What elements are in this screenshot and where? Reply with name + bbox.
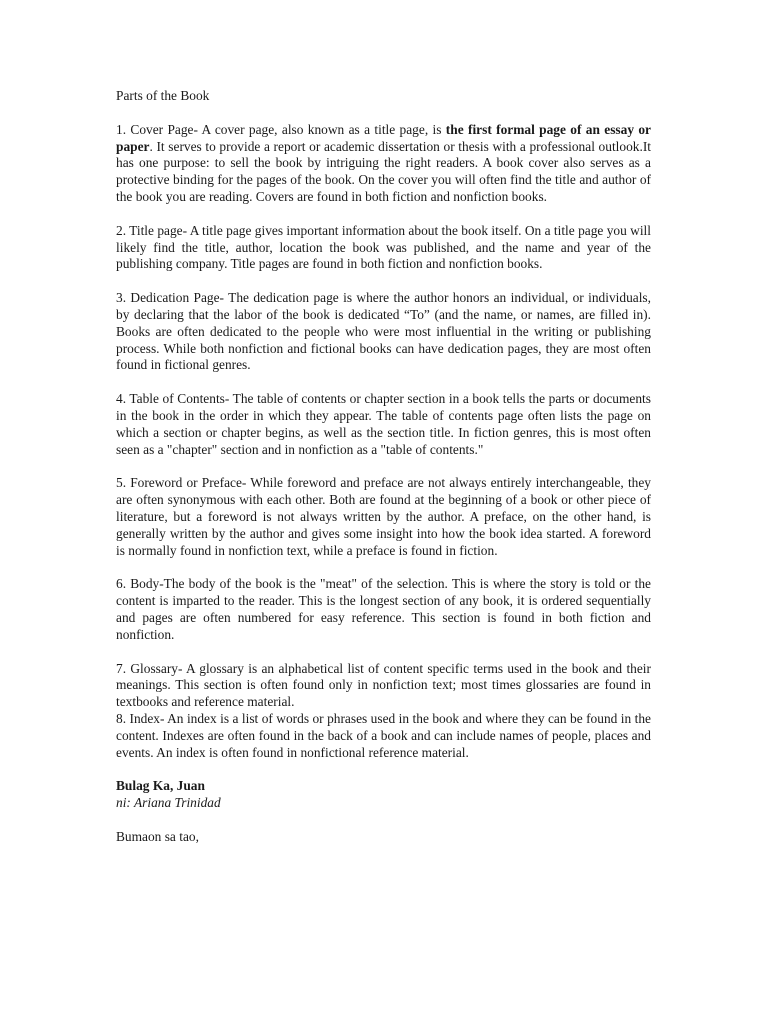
- document-title: Parts of the Book: [116, 88, 210, 103]
- item-cover-page-text-start: 1. Cover Page- A cover page, also known as a title page, is: [116, 121, 446, 137]
- poem-title: Bulag Ka, Juan: [116, 778, 205, 794]
- poem-first-line: Bumaon sa tao,: [116, 828, 199, 844]
- item-cover-page: [116, 122, 651, 206]
- item-glossary: 7. Glossary- A glossary is an alphabetical list of content specific terms used in the book and their meanings. This section is often found only in nonfiction text; most times glossaries are found in textbooks and reference material.: [116, 660, 651, 710]
- poem-author: ni: Ariana Trinidad: [116, 795, 221, 811]
- item-dedication-page: 3. Dedication Page- The dedication page is where the author honors an individual, or individuals, by declaring that the labor of the book is dedicated “To” (and the name, or names, are filled in). Books are often dedicated to the people who were most influential in the writing or publishing process. While both nonfiction and fictional books can have dedication pages, they are most often found in fictional genres.: [116, 290, 651, 373]
- item-body: 6. Body-The body of the book is the "meat" of the selection. This is where the story is told or the content is imparted to the reader. This is the longest section of any book, it is ordered sequentially and pages are often numbered for easy reference. This section is found in both fiction and nonfiction.: [116, 576, 651, 642]
- item-index: 8. Index- An index is a list of words or phrases used in the book and where they can be found in the content. Indexes are often found in the back of a book and can include names of people, places and events. An index is often found in nonfictional reference material.: [116, 710, 651, 760]
- item-foreword-preface: 5. Foreword or Preface- While foreword and preface are not always entirely interchangeable, they are often synonymous with each other. Both are found at the beginning of a book or other piece of literature, but a foreword is not always written by the author. A preface, on the other hand, is generally written by the author and gives some insight into how the book idea started. A foreword is normally found in nonfiction text, while a preface is found in fiction.: [116, 475, 651, 558]
- item-cover-page-text-end: . It serves to provide a report or academic dissertation or thesis with a professional outlook.It has one purpose: to sell the book by intriguing the right readers. A book cover also serves as a protective binding for the pages of the book. On the cover you will often find the title and author of the book you are reading. Covers are found in both fiction and nonfiction books.: [116, 138, 651, 204]
- document-body: [116, 88, 651, 846]
- item-title-page: 2. Title page- A title page gives important information about the book itself. On a title page you will likely find the title, author, location the book was published, and the name and year of the publishing company. Title pages are found in both fiction and nonfiction books.: [116, 222, 651, 272]
- item-table-of-contents: 4. Table of Contents- The table of contents or chapter section in a book tells the parts or documents in the book in the order in which they appear. The table of contents page often lists the page on which a section or chapter begins, as well as the section title. In fiction genres, this is most often seen as a "chapter" section and in nonfiction as a "table of contents.": [116, 391, 651, 457]
- item-cover-page-emphasis: the first formal page of an essay or paper: [116, 121, 651, 154]
